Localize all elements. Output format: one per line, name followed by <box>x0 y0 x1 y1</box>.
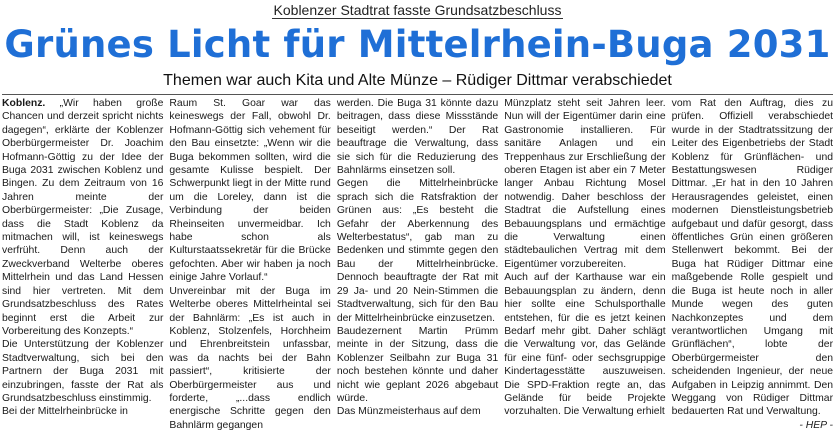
paragraph-text: „Wir haben große Chancen und derzeit spricht nichts dagegen“, erklärte der Koblenzer Oberbürgermeister Dr. Joachim Hofmann-Göttig zu der Idee der Buga 2031 zwischen Koblenz und Bingen. Zu dem Zeitraum von 16 Jahren meinte der Oberbürgermeister: „Die Zusage, dass die Stadt Koblenz da mitmachen will, ist keineswegs verfrüht. Denn auch der Zweckverband Welterbe oberes Mittelrhein und das Land Hessen sind hier vertreten. Mit dem Grundsatzbeschluss des Rates beginnt erst die Arbeit zur Vorbereitung des Konzepts.“ <box>2 98 164 337</box>
paragraph <box>2 97 163 338</box>
article-body <box>2 97 834 431</box>
dateline: Koblenz. <box>2 98 46 109</box>
paragraph: Raum St. Goar war das keineswegs der Fall, obwohl Dr. Hofmann-Göttig sich vehement für den Bau einsetzte: „Wenn wir die Buga bekommen sollten, wird die gesamte Kulisse bespielt. Der Schwerpunkt liegt in der Mitte rund um die Loreley, dann ist die Verbindung der beiden Rheinseiten unvermeidbar. Ich habe schon als Kulturstaatssekretär für die Brücke gefochten. Aber wir haben ja noch einige Jahre Vorlauf.“ <box>169 98 331 284</box>
text-column-4 <box>504 97 666 418</box>
text-column-1 <box>2 97 164 418</box>
paragraph: Münzplatz steht seit Jahren leer. Nun will der Eigentümer darin eine Gastronomie installieren. Für sanitäre Anlagen und ein Treppenhaus zur Erschließung der oberen Etagen ist aber ein 7 Meter langer Anbau Richtung Mosel notwendig. Daher beschloss der Stadtrat die Aufstellung eines Bebauungsplans und ermächtige die Verwaltung einen städtebaulichen Vertrag mit dem Eigentümer vorzubereiten. <box>504 98 666 270</box>
paragraph: Auch auf der Karthause war ein Bebauungsplan zu ändern, denn hier sollte eine Schulsporthalle entstehen, für die es jetzt keinen Bedarf mehr gibt. Daher schlägt die Verwaltung vor, das Gelände für eine fünf- oder sechsgruppige Kindertagesstätte auszuweisen. Die SPD-Fraktion regte an, das Gelände für beide Projekte vorzuhalten. Die Verwaltung erhielt <box>504 272 666 418</box>
paragraph: werden. Die Buga 31 könnte dazu beitragen, dass diese Missstände beseitigt werden.“ Der Rat beauftrage die Verwaltung, dass sie sich für die Reduzierung des Bahnlärms einsetzen soll. <box>336 98 499 177</box>
article-subheadline: Themen war auch Kita und Alte Münze – Rüdiger Dittmar verabschiedet <box>163 72 672 89</box>
paragraph: Die Unterstützung der Koblenzer Stadtverwaltung, sich bei den Partnern der Buga 2031 mit einzubringen, fasste der Rat als Grundsatzbeschluss einstimmig. <box>2 339 164 404</box>
paragraph: Baudezernent Martin Prümm meinte in der Sitzung, dass die Koblenzer Seilbahn zur Buga 31 noch bestehen könnte und daher nicht wie geplant 2026 abgebaut würde. <box>336 325 499 404</box>
paragraph: vom Rat den Auftrag, dies zu prüfen. Offiziell verabschiedet wurde in der Stadtratssitzung der Leiter des Eigenbetriebs der Stadt Koblenz für Grünflächen- und Bestattungswesen Rüdiger Dittmar. „Er hat in den 10 Jahren Herausragendes geleistet, einen modernen Dienstleistungsbetrieb aufgebaut und dafür gesorgt, dass öffentliches Grün einen größeren Stellenwert bekommt. Bei der Buga hat Rüdiger Dittmar eine maßgebende Rolle gespielt und die Buga ist heute noch in aller Munde wegen des guten Nachkonzeptes und dem verantwortlichen Umgang mit Grünflächen“, lobte der Oberbürgermeister den scheidenden Ingenieur, der neue Aufgaben in Leipzig annimmt. Den Weggang von Rüdiger Dittmar bedauerten Rat und Verwaltung. <box>671 98 834 418</box>
paragraph: Bei der Mittelrheinbrücke in <box>2 406 128 418</box>
article-headline: Grünes Licht für Mittelrhein-Buga 2031 <box>4 23 831 66</box>
paragraph: Das Münzmeisterhaus auf dem <box>336 406 481 418</box>
author-signature: - HEP - <box>799 419 834 431</box>
text-column-5 <box>671 97 834 431</box>
paragraph: Gegen die Mittelrheinbrücke sprach sich die Ratsfraktion der Grünen aus: „Es besteht die Gefahr der Aberkennung des Welterbestatus“, gab man zu Bedenken und stimmte gegen den Bau der Mittelrheinbrücke. Dennoch beauftragte der Rat mit 29 Ja- und 20 Nein-Stimmen die Stadtverwaltung, sich für den Bau der Mittelrheinbrücke einzusetzen. <box>336 178 499 324</box>
article-kicker <box>0 2 835 18</box>
kicker-text: Koblenzer Stadtrat fasste Grundsatzbeschluss <box>273 2 562 18</box>
paragraph: Unvereinbar mit der Buga im Welterbe oberes Mittelrheintal sei der Bahnlärm: „Es ist auch in Koblenz, Stolzenfels, Horchheim und Ehrenbreitstein unfassbar, was da nachts bei der Bahn passiert“, kritisierte der Oberbürgermeister aus und forderte, „...dass endlich energische Schritte gegen den Bahnlärm gegangen <box>169 285 331 431</box>
text-column-2 <box>169 97 331 431</box>
text-column-3 <box>336 97 499 418</box>
header-divider <box>2 94 833 95</box>
